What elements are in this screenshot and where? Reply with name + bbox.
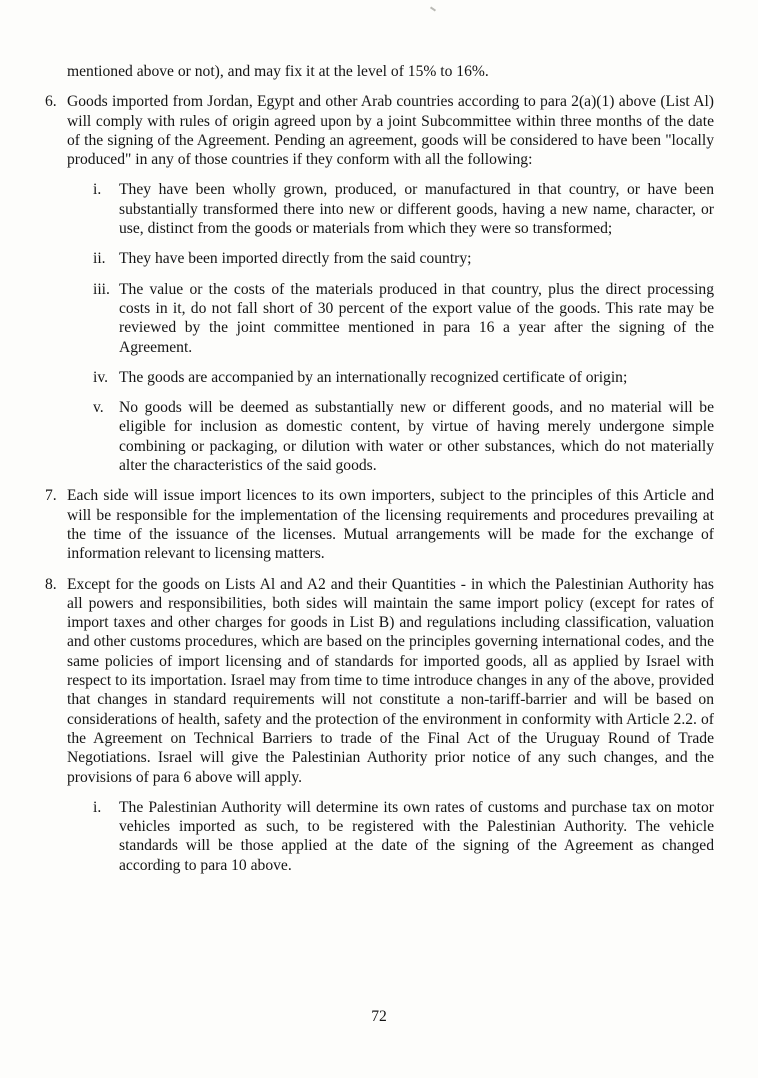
subitem-6-ii-text: They have been imported directly from the said country; bbox=[119, 250, 472, 268]
subitem-6-iii bbox=[93, 280, 714, 357]
paragraph-6-text: Goods imported from Jordan, Egypt and other Arab countries according to para 2(a)(1) above (List Al) will comply with rules of origin agreed upon by a joint Subcommittee within three months of the date of the signing of the Agreement. Pending an agreement, goods will be considered to have been "locally produced" in any of those countries if they conform with all the following: bbox=[67, 93, 714, 169]
subitem-6-v-marker: v. bbox=[93, 399, 104, 417]
continuation-line: mentioned above or not), and may fix it at the level of 15% to 16%. bbox=[67, 63, 489, 80]
subitem-6-iii-marker: iii. bbox=[93, 280, 110, 298]
paragraph-8 bbox=[45, 575, 714, 787]
paragraph-7 bbox=[45, 486, 714, 563]
subitem-6-iv bbox=[93, 368, 714, 387]
paragraph-7-marker: 7. bbox=[45, 487, 57, 505]
subitem-6-v-text: No goods will be deemed as substantially new or different goods, and no material will be eligible for inclusion as domestic content, by virtue of having merely undergone simple combining or packaging, or dilution with water or other substances, which do not materially alter the characteristics of the said goods. bbox=[119, 399, 714, 475]
paragraph-8-text: Except for the goods on Lists Al and A2 and their Quantities - in which the Palestinian Authority has all powers and responsibilities, both sides will maintain the same import policy (except for rates of import taxes and other charges for goods in List B) and regulations including classification, valuation and other customs procedures, which are based on the principles governing international codes, and the same policies of import licensing and of standards for imported goods, all as applied by Israel with respect to its importation. Israel may from time to time introduce changes in any of the above, provided that changes in standard requirements will not constitute a non-tariff-barrier and will be based on considerations of health, safety and the protection of the environment in conformity with Article 2.2. of the Agreement on Technical Barriers to trade of the Final Act of the Uruguay Round of Trade Negotiations. Israel will give the Palestinian Authority prior notice of any such changes, and the provisions of para 6 above will apply. bbox=[67, 575, 714, 786]
paragraph-8-marker: 8. bbox=[45, 575, 57, 593]
subitem-8-i-marker: i. bbox=[93, 798, 102, 816]
subitem-6-v bbox=[93, 398, 714, 475]
paragraph-7-text: Each side will issue import licences to its own importers, subject to the principles of this Article and will be responsible for the implementation of the licensing requirements and procedures prevailing at the time of the issuance of the licenses. Mutual arrangements will be made for the exchange of information relevant to licensing matters. bbox=[67, 487, 714, 563]
subitem-6-iv-marker: iv. bbox=[93, 368, 109, 386]
page-number: 72 bbox=[371, 1007, 387, 1025]
subitem-6-i bbox=[93, 180, 714, 238]
subitem-6-iv-text: The goods are accompanied by an internationally recognized certificate of origin; bbox=[119, 368, 628, 386]
subitem-8-i bbox=[93, 798, 714, 875]
subitem-6-i-marker: i. bbox=[93, 181, 102, 199]
subitem-6-iii-text: The value or the costs of the materials produced in that country, plus the direct processing costs in it, do not fall short of 30 percent of the export value of the goods. This rate may be reviewed by the joint committee mentioned in para 16 a year after the signing of the Agreement. bbox=[119, 280, 714, 356]
subitem-6-ii-marker: ii. bbox=[93, 250, 106, 268]
subitem-8-i-text: The Palestinian Authority will determine its own rates of customs and purchase tax on motor vehicles imported as such, to be registered with the Palestinian Authority. The vehicle standards will be those applied at the date of the signing of the Agreement as changed according to para 10 above. bbox=[119, 798, 714, 874]
paragraph-6-marker: 6. bbox=[45, 93, 57, 111]
subitem-6-ii bbox=[93, 249, 714, 268]
scan-artifact bbox=[430, 6, 436, 11]
page-content bbox=[45, 62, 714, 886]
subitem-6-i-text: They have been wholly grown, produced, or manufactured in that country, or have been substantially transformed there into new or different goods, having a new name, character, or use, distinct from the goods or materials from which they were so transformed; bbox=[119, 181, 714, 238]
paragraph-6 bbox=[45, 92, 714, 169]
